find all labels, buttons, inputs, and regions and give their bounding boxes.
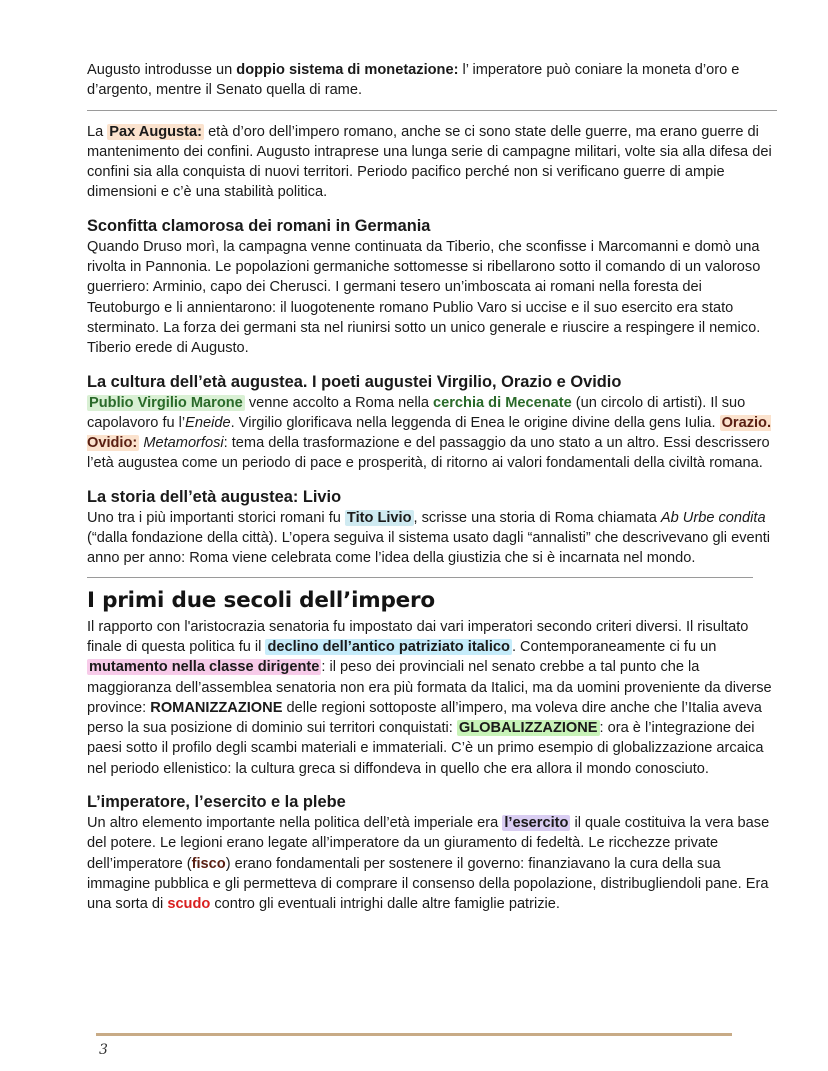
text-run: Un altro elemento importante nella politica dell’età imperiale era	[87, 815, 503, 832]
pax-augusta-paragraph	[87, 122, 777, 203]
impero-paragraph	[87, 617, 777, 779]
romanizzazione-term: ROMANIZZAZIONE	[150, 699, 283, 716]
text-run: : tema della trasformazione e del passaggio da uno stato a un altro. Essi descrissero l’età augustea come un periodo di pace e prosperità, di ritorno ai valori fondamentali della civiltà romana.	[87, 435, 770, 472]
text-run: l’ imperatore può coniare la moneta d’oro e d’argento, mentre il Senato quella di rame.	[87, 62, 740, 99]
text-run: contro gli eventuali intrighi dalle altre famiglie patrizie.	[210, 896, 560, 913]
text-run: : ora è l’integrazione dei paesi sotto il profilo degli scambi materiali e immateriali. C’è un primo esempio di globalizzazione arcaica nel periodo ellenistico: la cultura greca si diffondeva in quello che era allora il mondo conosciuto.	[87, 720, 764, 777]
text-run: delle regioni sottoposte all’impero, ma voleva dire anche che l’Italia aveva perso la sua posizione di dominio sui territori conquistati:	[87, 699, 762, 737]
impero-title: I primi due secoli dell’impero	[87, 587, 435, 613]
text-run: La	[87, 123, 108, 140]
monetazione-bold: doppio sistema di monetazione:	[236, 62, 459, 78]
text-run: ) erano fondamentali per sostenere il governo: finanziavano la cura della sua immagine pubblica e gli permetteva di comprare il consenso della popolazione, distribugliendoli pane. Era una sorta di	[87, 855, 769, 913]
mecenate-term: cerchia di Mecenate	[433, 394, 572, 411]
virgilio-highlight: Publio Virgilio Marone	[89, 394, 243, 411]
livio-paragraph	[87, 508, 777, 569]
esercito-heading: L’imperatore, l’esercito e la plebe	[87, 793, 346, 812]
cultura-paragraph	[87, 393, 777, 474]
esercito-paragraph	[87, 813, 777, 914]
esercito-highlight: l’esercito	[504, 815, 569, 832]
text-run: : il peso dei provinciali nel senato crebbe a tal punto che la maggioranza dell’assemblea senatoria non era più formata da Italici, ma da uomini proveniente da diverse province:	[87, 659, 772, 716]
footer-rule	[96, 1033, 732, 1036]
text-run: . Contemporaneamente ci fu un	[511, 638, 717, 655]
text-run: età d’oro dell’impero romano, anche se ci sono state delle guerre, ma erano guerre di mantenimento dei confini. Augusto intraprese una lunga serie di campagne militari, volte sia alla difesa dei confini sia alla conquista di nuovi territori. Periodo pacifico perché non si verificano guerre di ampie dimensioni e c’è una stabilità politica.	[87, 123, 772, 201]
tito-livio-highlight: Tito Livio	[346, 509, 412, 526]
scudo-term: scudo	[167, 896, 211, 913]
declino-highlight: declino dell’antico patriziato italico	[267, 638, 510, 655]
text-run: . Virgilio glorificava nella leggenda di Enea le origine divine della gens Iulia.	[230, 414, 720, 431]
mutamento-highlight: mutamento nella classe dirigente	[89, 659, 320, 676]
text-run: il quale costituiva la vera base del potere. Le legioni erano legate all’imperatore da un giuramento di fedeltà. Le ricchezze private dell’imperatore (	[87, 815, 770, 872]
page-number: 3	[99, 1042, 108, 1058]
text-run: (un circolo di artisti). Il suo capolavoro fu l’	[87, 394, 746, 431]
metamorfosi-title: Metamorfosi	[143, 435, 224, 452]
germania-paragraph: Quando Druso morì, la campagna venne continuata da Tiberio, che sconfisse i Marcomanni e domò una rivolta in Pannonia. Le popolazioni germaniche sottomesse si ribellarono sotto il comando di un valoroso guerriero: Arminio, capo dei Cherusci. I germani tesero un’imboscata ai romani nella foresta dei Teutoburgo e li annientarono: il luogotenente romano Publio Varo si uccise e il suo esercito era stato sterminato. La forza dei germani sta nel riunirsi sotto un unico generale e riuscire a respingere il nemico. Tiberio erede di Augusto.	[87, 238, 761, 357]
livio-heading: La storia dell’età augustea: Livio	[87, 487, 342, 506]
text-run: , scrisse una storia di Roma chiamata	[413, 509, 661, 526]
page-content	[87, 60, 777, 915]
section-divider	[87, 577, 753, 578]
pax-augusta-highlight: Pax Augusta:	[109, 123, 203, 140]
globalizzazione-highlight: GLOBALIZZAZIONE	[458, 720, 598, 737]
monetazione-paragraph	[87, 60, 777, 101]
text-run: Uno tra i più importanti storici romani fu	[87, 509, 345, 526]
text-run: Augusto introdusse un	[87, 62, 237, 78]
cultura-heading: La cultura dell’età augustea. I poeti augustei Virgilio, Orazio e Ovidio	[87, 372, 622, 391]
section-divider	[87, 110, 777, 111]
eneide-title: Eneide	[185, 414, 231, 431]
text-run: venne accolto a Roma nella	[244, 394, 434, 411]
text-run: (“dalla fondazione della città). L’opera seguiva il sistema usato dagli “annalisti” che descrivevano gli eventi anno per anno: Roma viene celebrata come l’idea della giustizia che si è incarnata nel mondo.	[87, 530, 771, 567]
orazio-ovidio-highlight: Orazio. Ovidio:	[87, 414, 772, 452]
fisco-term: fisco	[191, 855, 226, 872]
germania-heading: Sconfitta clamorosa dei romani in Germania	[87, 216, 431, 235]
text-run: Il rapporto con l'aristocrazia senatoria fu impostato dai vari imperatori secondo criteri diversi. Il risultato finale di questa politica fu il	[87, 618, 749, 655]
ab-urbe-condita-title: Ab Urbe condita	[660, 509, 766, 526]
